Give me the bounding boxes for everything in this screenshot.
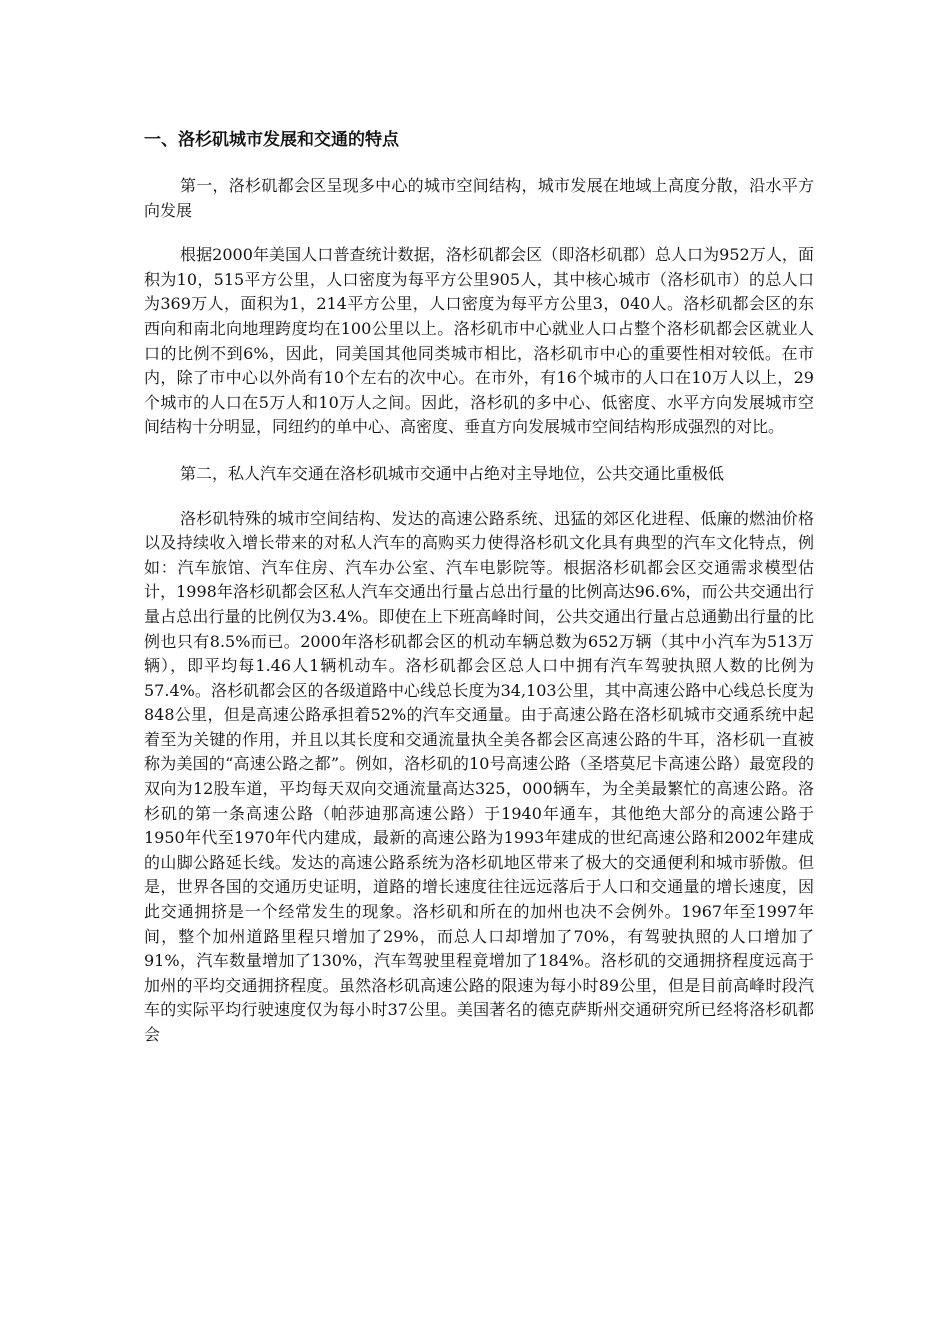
- section-heading: 一、洛杉矶城市发展和交通的特点: [144, 130, 399, 150]
- subsection-heading-2: 第二，私人汽车交通在洛杉矶城市交通中占绝对主导地位，公共交通比重极低: [180, 463, 725, 483]
- paragraph-population: 根据2000年美国人口普查统计数据，洛杉矶都会区（即洛杉矶郡）总人口为952万人，面积为10，515平方公里，人口密度为每平方公里905人，其中核心城市（洛杉矶市）的总人口为369万人，面积为1，214平方公里，人口密度为每平方公里3，040人。洛杉矶都会区的东西向和南北向地理跨度均在100公里以上。洛杉矶市中心就业人口占整个洛杉矶都会区就业人口的比例不到6%，因此，同美国其他同类城市相比，洛杉矶市中心的重要性相对较低。在市内，除了市中心以外尚有10个左右的次中心。在市外，有16个城市的人口在10万人以上，29个城市的人口在5万人和10万人之间。因此，洛杉矶的多中心、低密度、水平方向发展城市空间结构十分明显，同纽约的单中心、高密度、垂直方向发展城市空间结构形成强烈的对比。: [144, 245, 814, 437]
- paragraph-car-traffic: 洛杉矶特殊的城市空间结构、发达的高速公路系统、迅猛的郊区化进程、低廉的燃油价格以及持续收入增长带来的对私人汽车的高购买力使得洛杉矶文化具有典型的汽车文化特点，例如：汽车旅馆、汽车住房、汽车办公室、汽车电影院等。根据洛杉矶都会区交通需求模型估计，1998年洛杉矶都会区私人汽车交通出行量占总出行量的比例高达96.6%，而公共交通出行量占总出行量的比例仅为3.4%。即使在上下班高峰时间，公共交通出行量占总通勤出行量的比例也只有8.5%而已。2000年洛杉矶都会区的机动车辆总数为652万辆（其中小汽车为513万辆），即平均每1.46人1辆机动车。洛杉矶都会区总人口中拥有汽车驾驶执照人数的比例为57.4%。洛杉矶都会区的各级道路中心线总长度为34,103公里，其中高速公路中心线总长度为848公里，但是高速公路承担着52%的汽车交通量。由于高速公路在洛杉矶城市交通系统中起着至为关键的作用，并且以其长度和交通流量执全美各都会区高速公路的牛耳，洛杉矶一直被称为美国的“高速公路之都”。例如，洛杉矶的10号高速公路（圣塔莫尼卡高速公路）最宽段的双向为12股车道，平均每天双向交通流量高达325，000辆车，为全美最繁忙的高速公路。洛杉矶的第一条高速公路（帕莎迪那高速公路）于1940年通车，其他绝大部分的高速公路于1950年代至1970年代内建成，最新的高速公路为1993年建成的世纪高速公路和2002年建成的山脚公路延长线。发达的高速公路系统为洛杉矶地区带来了极大的交通便利和城市骄傲。但是，世界各国的交通历史证明，道路的增长速度往往远远落后于人口和交通量的增长速度，因此交通拥挤是一个经常发生的现象。洛杉矶和所在的加州也决不会例外。1967年至1997年间，整个加州道路里程只增加了29%，而总人口却增加了70%，有驾驶执照的人口增加了91%，汽车数量增加了130%，汽车驾驶里程竟增加了184%。洛杉矶的交通拥挤程度远高于加州的平均交通拥挤程度。虽然洛杉矶高速公路的限速为每小时89公里，但是目前高峰时段汽车的实际平均行驶速度仅为每小时37公里。美国著名的德克萨斯州交通研究所已经将洛杉矶都会: [144, 508, 814, 1044]
- document-page: [144, 128, 814, 1070]
- subsection-heading-1: 第一，洛杉矶都会区呈现多中心的城市空间结构，城市发展在地域上高度分散，沿水平方向发展: [144, 176, 814, 220]
